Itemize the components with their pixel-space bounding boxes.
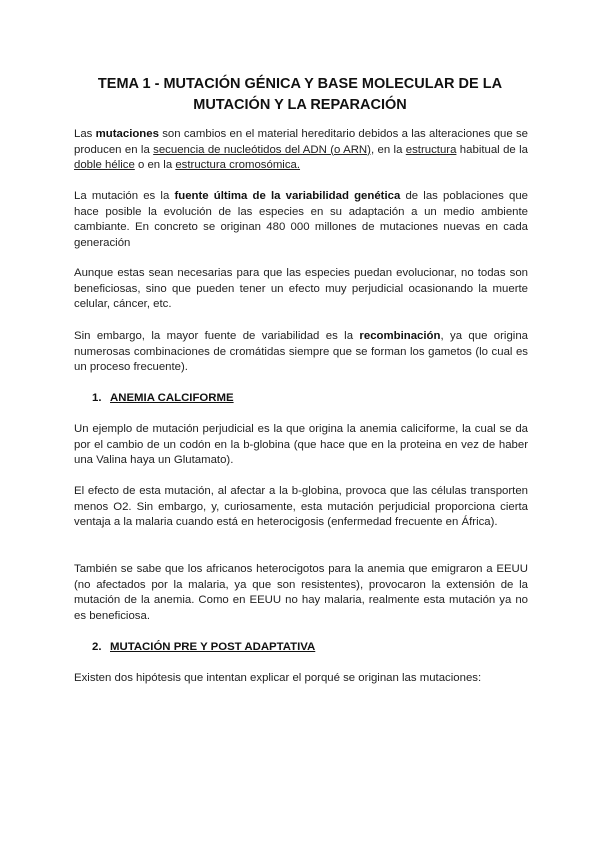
- paragraph-africanos: También se sabe que los africanos heterocigotos para la anemia que emigraron a EEUU (no afectados por la malaria, ya que son resistentes), provocaron la extensión de la mutación de la anemia. Como en EEUU no hay malaria, realmente esta mutación ya no es beneficiosa.: [74, 563, 528, 622]
- section-heading-2: 2. MUTACIÓN PRE Y POST ADAPTATIVA: [92, 641, 316, 653]
- paragraph-mutaciones: Las mutaciones son cambios en el material hereditario debidos a las alteraciones que se producen en la secuencia de nucleótidos del ADN (o ARN), en la estructura habitual de la doble hélice o en la estructura cromosómica.: [74, 128, 528, 172]
- underline-secuencia: secuencia de nucleótidos del ADN (o ARN): [153, 143, 371, 156]
- paragraph-ejemplo-anemia: Un ejemplo de mutación perjudicial es la que origina la anemia caliciforme, la cual se da por el cambio de un codón en la b-globina (que hace que en la proteina en vez de haber una Valina haya un Glutamato).: [74, 423, 528, 467]
- term-fuente-ultima: fuente última de la variabilidad genética: [174, 190, 401, 202]
- paragraph-recombinacion: Sin embargo, la mayor fuente de variabilidad es la recombinación, ya que origina numerosas combinaciones de cromátidas siempre que se forman los gametos (lo cual es un proceso frecuente).: [74, 330, 529, 374]
- underline-estructura: estructura: [405, 143, 457, 156]
- term-mutaciones: mutaciones: [95, 128, 159, 140]
- term-recombinacion: recombinación: [359, 330, 441, 342]
- paragraph-hipotesis: Existen dos hipótesis que intentan explicar el porqué se originan las mutaciones:: [74, 672, 482, 684]
- underline-doble-helice: doble hélice: [74, 159, 135, 172]
- page-title: [60, 74, 540, 116]
- paragraph-efecto-mutacion: El efecto de esta mutación, al afectar a la b-globina, provoca que las células transporten menos O2. Sin embargo, y, curiosamente, esta mutación perjudicial proporciona cierta ventaja a la malaria cuando está en heterocigosis (enfermedad frecuente en África).: [74, 485, 528, 529]
- title-line-1: TEMA 1 - MUTACIÓN GÉNICA Y BASE MOLECULAR DE LA: [97, 76, 503, 92]
- underline-estructura-cromosomica: estructura cromosómica.: [175, 159, 301, 172]
- paragraph-fuente-variabilidad: La mutación es la fuente última de la variabilidad genética de las poblaciones que hace posible la evolución de las especies en su adaptación a un medio ambiente cambiante. En concreto se originan 480 000 millones de mutaciones nuevas en cada generación: [74, 190, 528, 249]
- section-heading-1: 1. ANEMIA CALCIFORME: [92, 392, 234, 404]
- title-line-2: MUTACIÓN Y LA REPARACIÓN: [193, 97, 407, 113]
- paragraph-aunque: Aunque estas sean necesarias para que las especies puedan evolucionar, no todas son beneficiosas, sino que pueden tener un efecto muy perjudicial ocasionando la muerte celular, cáncer, etc.: [74, 267, 528, 311]
